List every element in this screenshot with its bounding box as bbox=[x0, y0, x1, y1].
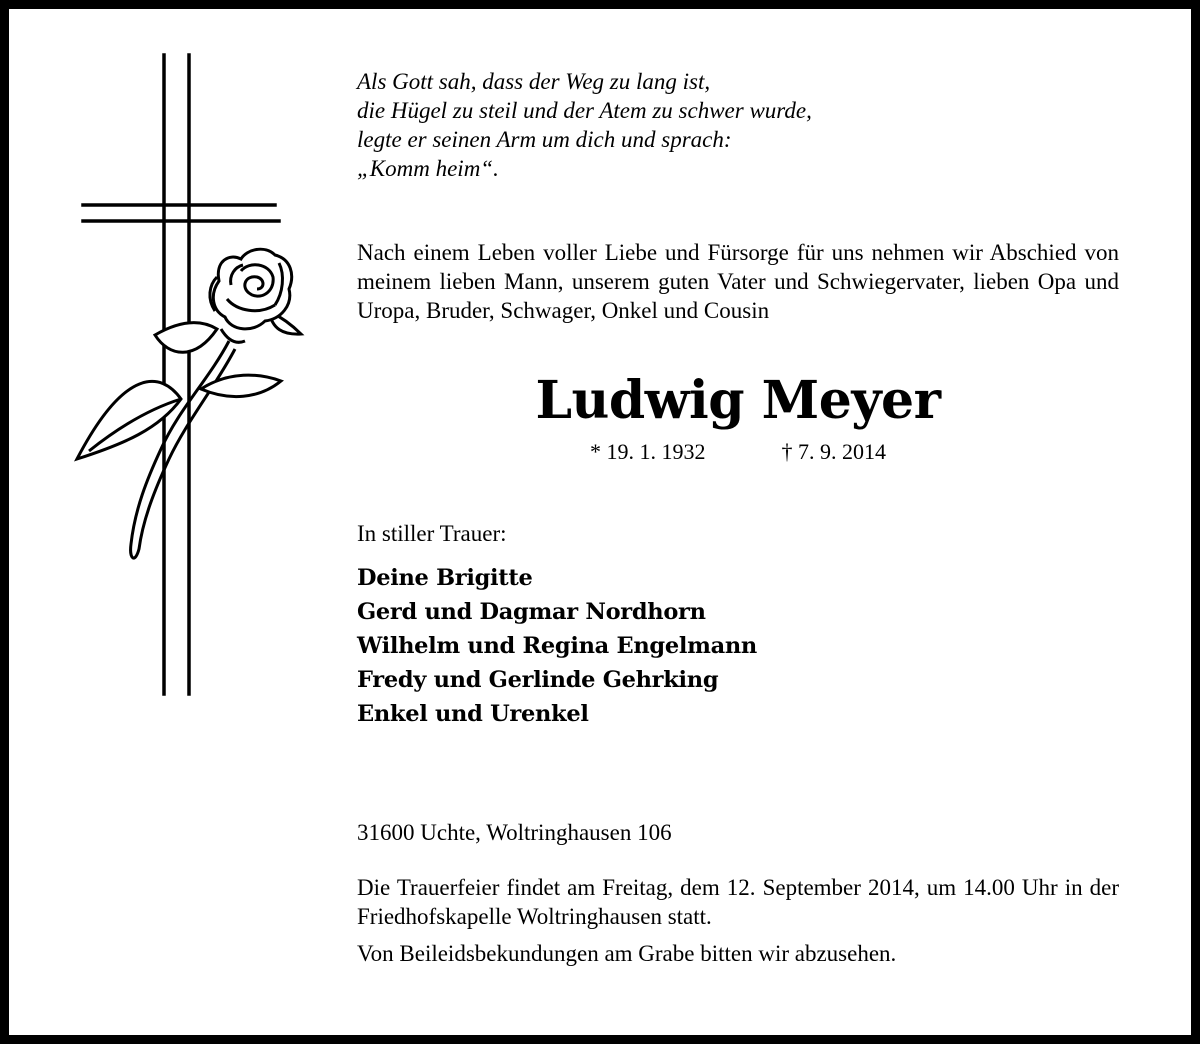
service-info: Die Trauerfeier findet am Freitag, dem 12. September 2014, um 14.00 Uhr in der Friedhofskapelle Woltringhausen statt. bbox=[357, 875, 1119, 929]
poem-line: „Komm heim“. bbox=[357, 156, 499, 181]
mourner-entry: Wilhelm und Regina Engelmann bbox=[357, 633, 757, 659]
poem-line: Als Gott sah, dass der Weg zu lang ist, bbox=[357, 69, 711, 94]
life-dates bbox=[357, 437, 1119, 466]
birth-date: * 19. 1. 1932 bbox=[590, 439, 706, 464]
mourners-list bbox=[357, 561, 757, 731]
mourner-entry: Deine Brigitte bbox=[357, 565, 533, 591]
mourner-entry: Gerd und Dagmar Nordhorn bbox=[357, 599, 706, 625]
intro-paragraph: Nach einem Leben voller Liebe und Fürsorge für uns nehmen wir Abschied von meinem lieben Mann, unserem guten Vater und Schwiegervater, lieben Opa und Uropa, Bruder, Schwager, Onkel und Cousin bbox=[357, 240, 1119, 323]
death-date: † 7. 9. 2014 bbox=[781, 439, 886, 464]
poem-line: legte er seinen Arm um dich und sprach: bbox=[357, 127, 732, 152]
condolence-note: Von Beileidsbekundungen am Grabe bitten wir abzusehen. bbox=[357, 941, 897, 966]
deceased-name: Ludwig Meyer bbox=[535, 370, 941, 431]
poem-line: die Hügel zu steil und der Atem zu schwer wurde, bbox=[357, 98, 812, 123]
poem bbox=[357, 67, 1119, 183]
mourner-entry: Enkel und Urenkel bbox=[357, 701, 589, 727]
notice-content bbox=[357, 67, 1119, 966]
mourning-label: In stiller Trauer: bbox=[357, 521, 507, 546]
mourner-entry: Fredy und Gerlinde Gehrking bbox=[357, 667, 719, 693]
cross-with-rose-icon bbox=[69, 49, 309, 699]
address: 31600 Uchte, Woltringhausen 106 bbox=[357, 820, 672, 845]
